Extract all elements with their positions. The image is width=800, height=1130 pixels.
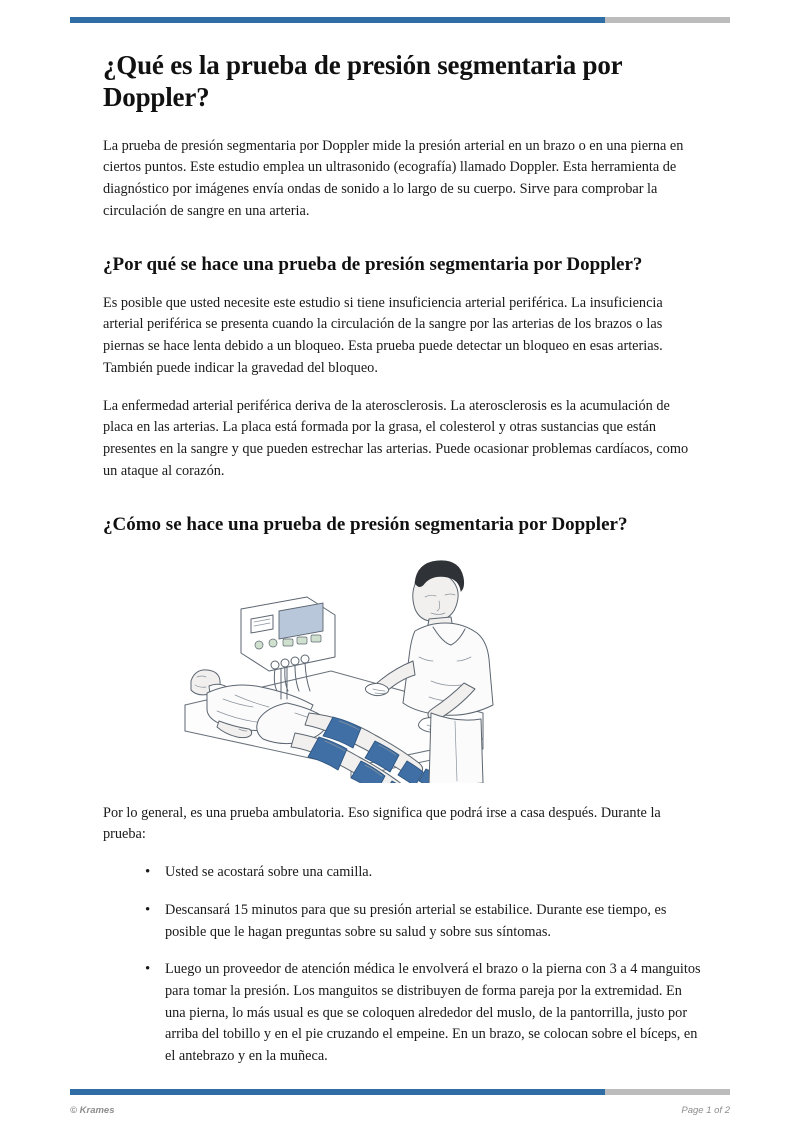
footer-rule	[70, 1089, 730, 1095]
illustration-svg	[183, 553, 513, 783]
page-footer	[70, 1105, 730, 1116]
header-rule-gray-segment	[605, 17, 730, 23]
section-heading-why: ¿Por qué se hace una prueba de presión segmentaria por Doppler?	[103, 253, 643, 275]
list-item: • Usted se acostará sobre una camilla.	[145, 862, 703, 884]
procedure-steps-list	[103, 862, 703, 1068]
list-item: • Descansará 15 minutos para que su presión arterial se estabilice. Durante ese tiempo, es posible que le hagan preguntas sobre su salud y sobre sus síntomas.	[145, 900, 703, 943]
page-number: Page 1 of 2	[681, 1105, 730, 1116]
document-content	[103, 50, 703, 1084]
footer-rule-blue-segment	[70, 1089, 605, 1095]
footer-rule-gray-segment	[605, 1089, 730, 1095]
why-paragraph-1: Es posible que usted necesite este estudio si tiene insuficiencia arterial periférica. La insuficiencia arterial periférica se presenta cuando la circulación de la sangre por las arterias de los brazos o las piernas se hace lenta debido a un bloqueo. Esta prueba puede detectar un bloqueo en esas arterias. También puede indicar la gravedad del bloqueo.	[103, 294, 663, 376]
header-rule-blue-segment	[70, 17, 605, 23]
why-paragraph-2: La enfermedad arterial periférica deriva de la aterosclerosis. La aterosclerosis es la acumulación de placa en las arterias. La placa está formada por la grasa, el colesterol y otras sustancias que están presentes en la sangre y que pueden estrechar las arterias. Puede ocasionar problemas cardíacos, como un ataque al corazón.	[103, 397, 689, 479]
list-item: • Luego un proveedor de atención médica le envolverá el brazo o la pierna con 3 a 4 manguitos para tomar la presión. Los manguitos se distribuyen de forma pareja por la extremidad. En una pierna, lo más usual es que se coloquen alrededor del muslo, de la pantorrilla, justo por arriba del tobillo y en el pie cruzando el empeine. En un brazo, se colocan sobre el bíceps, en el antebrazo y en la muñeca.	[145, 959, 703, 1068]
doppler-segmental-pressure-illustration	[103, 553, 703, 783]
section-heading-how: ¿Cómo se hace una prueba de presión segmentaria por Doppler?	[103, 513, 628, 535]
page-title: ¿Qué es la prueba de presión segmentaria por Doppler?	[103, 50, 622, 112]
header-rule	[70, 17, 730, 23]
intro-paragraph-1: La prueba de presión segmentaria por Doppler mide la presión arterial en un brazo o en una pierna en ciertos puntos. Este estudio emplea un ultrasonido (ecografía) llamado Doppler. Esta herramienta de diagnóstico por imágenes envía ondas de sonido a lo largo de su cuerpo. Sirve para comprobar la circulación de sangre en una arteria.	[103, 137, 684, 219]
copyright-notice: © Krames	[70, 1105, 115, 1116]
how-paragraph-1: Por lo general, es una prueba ambulatoria. Eso significa que podrá irse a casa después. Durante la prueba:	[103, 804, 661, 843]
